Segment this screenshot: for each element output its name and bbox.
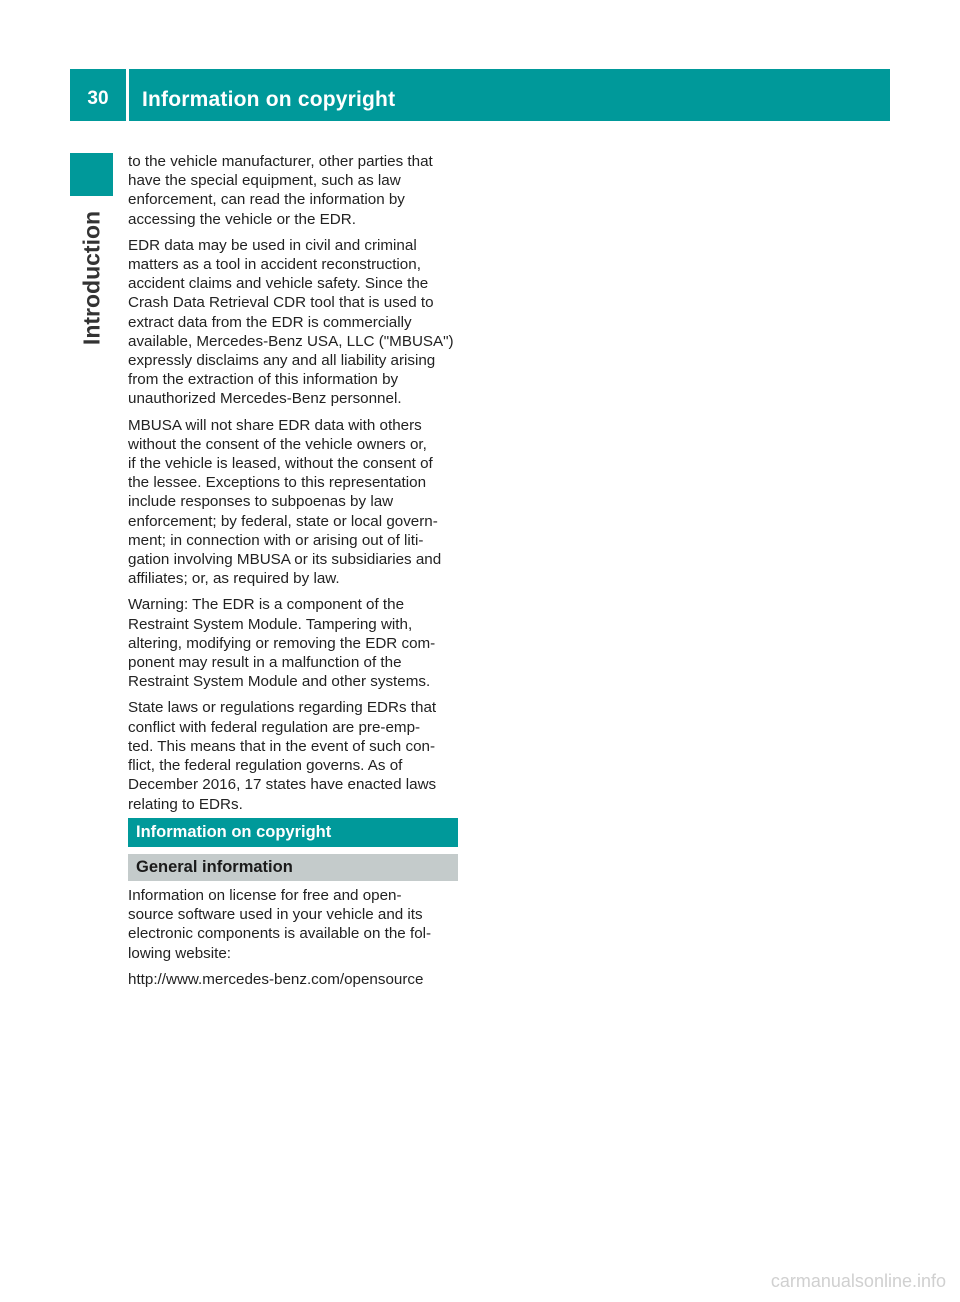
- text-line: Restraint System Module. Tampering with,: [128, 615, 413, 633]
- text-line: have the special equipment, such as law: [128, 172, 401, 190]
- text-line: lowing website:: [128, 944, 231, 962]
- section-body: [128, 886, 464, 996]
- chapter-label: [79, 206, 105, 350]
- text-line: ponent may result in a malfunction of the: [128, 654, 402, 672]
- text-line: Information on license for free and open-: [128, 887, 402, 904]
- paragraph: [128, 698, 464, 813]
- text-line: gation involving MBUSA or its subsidiaries and: [128, 551, 442, 569]
- text-line: Restraint System Module and other systems.: [128, 673, 431, 691]
- text-line: enforcement, can read the information by: [128, 191, 405, 209]
- chapter-label-text: Introduction: [78, 210, 105, 346]
- text-line: State laws or regulations regarding EDRs that: [128, 699, 437, 717]
- text-line: to the vehicle manufacturer, other parties that: [128, 153, 433, 170]
- text-line: December 2016, 17 states have enacted laws: [128, 776, 437, 794]
- opensource-url: http://www.mercedes-benz.com/opensource: [128, 970, 424, 988]
- text-line: available, Mercedes-Benz USA, LLC ("MBUSA"): [128, 332, 454, 350]
- text-line: ted. This means that in the event of such con-: [128, 737, 436, 755]
- text-line: the lessee. Exceptions to this representation: [128, 474, 427, 492]
- text-line: relating to EDRs.: [128, 795, 243, 813]
- text-line: without the consent of the vehicle owners or,: [128, 435, 427, 453]
- text-line: flict, the federal regulation governs. As of: [128, 757, 403, 775]
- text-line: accessing the vehicle or the EDR.: [128, 210, 356, 228]
- paragraph: [128, 152, 464, 229]
- body-text: [128, 152, 464, 821]
- text-line: EDR data may be used in civil and criminal: [128, 236, 417, 254]
- text-line: expressly disclaims any and all liability arising: [128, 352, 436, 370]
- text-line: matters as a tool in accident reconstruction,: [128, 256, 421, 274]
- subsection-heading: General information: [136, 858, 293, 876]
- text-line: enforcement; by federal, state or local govern-: [128, 512, 438, 530]
- paragraph: [128, 595, 464, 691]
- paragraph: [128, 886, 464, 963]
- page-number: 30: [87, 88, 109, 109]
- text-line: affiliates; or, as required by law.: [128, 570, 340, 588]
- page-title: Information on copyright: [142, 88, 396, 111]
- chapter-marker: [70, 153, 113, 196]
- text-line: MBUSA will not share EDR data with others: [128, 416, 422, 434]
- header-divider: [126, 69, 129, 121]
- text-line: Crash Data Retrieval CDR tool that is used to: [128, 294, 434, 312]
- watermark: carmanualsonline.info: [770, 1271, 946, 1291]
- section-heading: Information on copyright: [136, 823, 332, 841]
- text-line: altering, modifying or removing the EDR com-: [128, 634, 436, 652]
- text-line: accident claims and vehicle safety. Since the: [128, 275, 429, 293]
- text-line: include responses to subpoenas by law: [128, 493, 394, 511]
- text-line: electronic components is available on the fol-: [128, 925, 432, 943]
- paragraph: [128, 236, 464, 409]
- text-line: source software used in your vehicle and its: [128, 906, 423, 924]
- text-line: extract data from the EDR is commercially: [128, 313, 412, 331]
- text-line: conflict with federal regulation are pre-emp-: [128, 718, 421, 736]
- text-line: unauthorized Mercedes-Benz personnel.: [128, 390, 402, 408]
- paragraph: [128, 970, 464, 989]
- text-line: Warning: The EDR is a component of the: [128, 596, 405, 614]
- text-line: from the extraction of this information by: [128, 371, 399, 389]
- text-line: ment; in connection with or arising out of liti-: [128, 531, 424, 549]
- paragraph: [128, 416, 464, 589]
- text-line: if the vehicle is leased, without the consent of: [128, 455, 433, 473]
